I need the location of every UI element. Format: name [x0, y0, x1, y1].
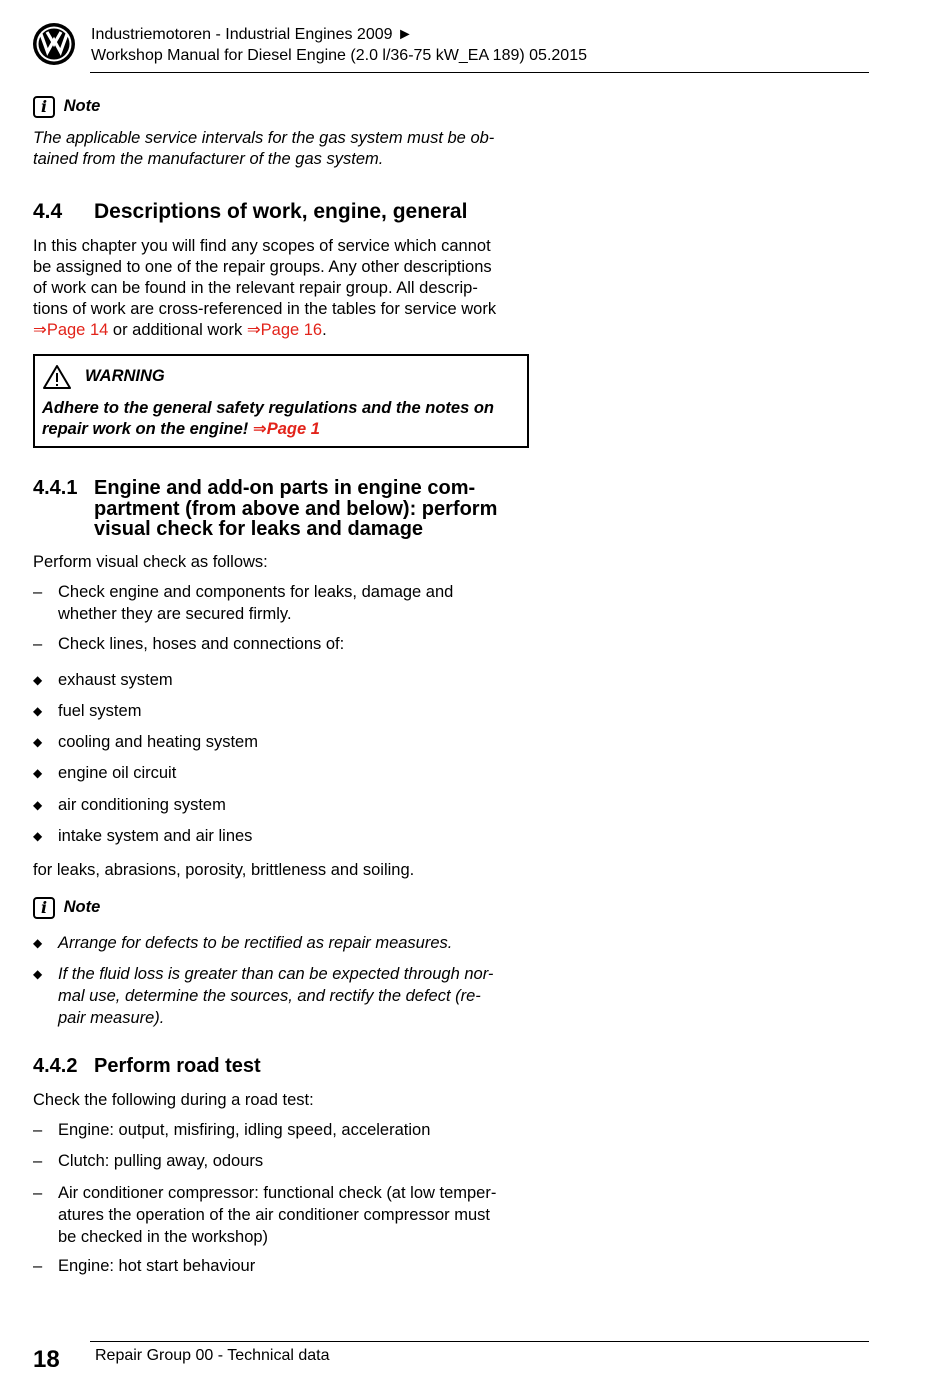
note-bullet-line: pair measure).	[58, 1009, 165, 1027]
body-line-links	[33, 320, 533, 341]
dash-mark: –	[33, 1121, 43, 1139]
list-item-text	[58, 1182, 528, 1248]
bullet-text: fuel system	[58, 702, 142, 720]
footer-text: Repair Group 00 - Technical data	[95, 1347, 330, 1364]
list-item-text	[58, 581, 528, 625]
diamond-bullet-icon: ◆	[33, 735, 43, 749]
note-heading	[33, 96, 100, 118]
dash-mark: –	[33, 635, 43, 653]
diamond-bullet-icon: ◆	[33, 766, 43, 780]
body-line: tions of work are cross-referenced in the tables for service work	[33, 300, 497, 318]
warning-triangle-icon	[42, 364, 72, 390]
section-number: 4.4.1	[33, 477, 78, 499]
warning-text-line: Adhere to the general safety regulations and the notes on	[42, 399, 494, 417]
info-icon: i	[33, 96, 55, 118]
section-title-line: visual check for leaks and damage	[94, 518, 424, 540]
section-heading-4-4-1	[33, 477, 498, 540]
body-line: In this chapter you will find any scopes of service which cannot	[33, 237, 491, 255]
page-number: 18	[33, 1346, 60, 1373]
note-text-line: tained from the manufacturer of the gas system.	[33, 150, 384, 168]
section-number: 4.4.2	[33, 1055, 78, 1077]
diamond-bullet-icon: ◆	[33, 936, 43, 950]
bullet-text: intake system and air lines	[58, 827, 253, 845]
footer-divider	[90, 1341, 869, 1342]
section-title: Descriptions of work, engine, general	[94, 200, 468, 223]
dash-mark: –	[33, 1152, 43, 1170]
note-bullet-text: Arrange for defects to be rectified as repair measures.	[58, 934, 453, 952]
section-heading-4-4-2	[33, 1055, 261, 1078]
list-item-line: whether they are secured firmly.	[58, 605, 292, 623]
body-line: be assigned to one of the repair groups. Any other descriptions	[33, 258, 492, 276]
list-item-text: Clutch: pulling away, odours	[58, 1152, 264, 1170]
bullet-text: cooling and heating system	[58, 733, 258, 751]
diamond-bullet-icon: ◆	[33, 967, 43, 981]
section-title: Perform road test	[94, 1055, 261, 1077]
bullet-text: exhaust system	[58, 671, 173, 689]
dash-mark: –	[33, 1257, 43, 1275]
list-item-text: Engine: hot start behaviour	[58, 1257, 256, 1275]
list-item-text: Check lines, hoses and connections of:	[58, 635, 345, 653]
list-item-line: be checked in the workshop)	[58, 1228, 269, 1246]
list-item-line: Check engine and components for leaks, damage and	[58, 583, 454, 601]
diamond-bullet-icon: ◆	[33, 798, 43, 812]
link-page-16[interactable]: ⇒Page 16	[246, 321, 323, 339]
note-label: Note	[63, 97, 101, 116]
section-title	[94, 478, 497, 540]
link-page-1[interactable]: ⇒Page 1	[252, 420, 320, 438]
note-text	[33, 128, 494, 170]
note-bullet-text	[58, 963, 528, 1029]
note-label: Note	[63, 898, 101, 917]
section-number: 4.4	[33, 200, 63, 223]
list-item-text: Engine: output, misfiring, idling speed, acceleration	[58, 1121, 431, 1139]
section-title-line: Engine and add-on parts in engine com-	[94, 477, 476, 499]
body-text-fragment: or additional work	[108, 321, 247, 339]
header-line-1: Industriemotoren - Industrial Engines 2009 ►	[91, 26, 413, 43]
bullet-text: air conditioning system	[58, 796, 226, 814]
section-4-4-1-outro: for leaks, abrasions, porosity, brittleness and soiling.	[33, 861, 415, 879]
section-heading-4-4	[33, 200, 468, 224]
warning-text	[42, 398, 494, 440]
warning-text-fragment: repair work on the engine!	[42, 420, 253, 438]
note-bullet-line: mal use, determine the sources, and rectify the defect (re-	[58, 987, 481, 1005]
info-icon: i	[33, 897, 55, 919]
body-text-fragment: .	[322, 321, 327, 339]
warning-box	[33, 354, 529, 448]
dash-mark: –	[33, 1184, 43, 1202]
warning-text-line	[42, 419, 494, 440]
dash-mark: –	[33, 583, 43, 601]
section-4-4-1-intro: Perform visual check as follows:	[33, 553, 268, 571]
section-4-4-2-intro: Check the following during a road test:	[33, 1091, 314, 1109]
link-page-14[interactable]: ⇒Page 14	[33, 321, 109, 339]
section-title-line: partment (from above and below): perform	[94, 497, 498, 520]
diamond-bullet-icon: ◆	[33, 829, 43, 843]
diamond-bullet-icon: ◆	[33, 704, 43, 718]
note-text-line: The applicable service intervals for the gas system must be ob-	[33, 129, 495, 147]
body-line: of work can be found in the relevant repair group. All descrip-	[33, 279, 478, 297]
warning-label: WARNING	[85, 367, 165, 385]
header-divider	[90, 72, 869, 73]
note-heading	[33, 897, 100, 919]
vw-logo	[32, 22, 76, 66]
diamond-bullet-icon: ◆	[33, 673, 43, 687]
header-line-2: Workshop Manual for Diesel Engine (2.0 l/36-75 kW_EA 189) 05.2015	[91, 47, 587, 64]
note-bullet-line: If the fluid loss is greater than can be expected through nor-	[58, 965, 494, 983]
section-4-4-body	[33, 236, 533, 341]
list-item-line: atures the operation of the air conditioner compressor must	[58, 1206, 490, 1224]
list-item-line: Air conditioner compressor: functional check (at low temper-	[58, 1184, 497, 1202]
bullet-text: engine oil circuit	[58, 764, 177, 782]
